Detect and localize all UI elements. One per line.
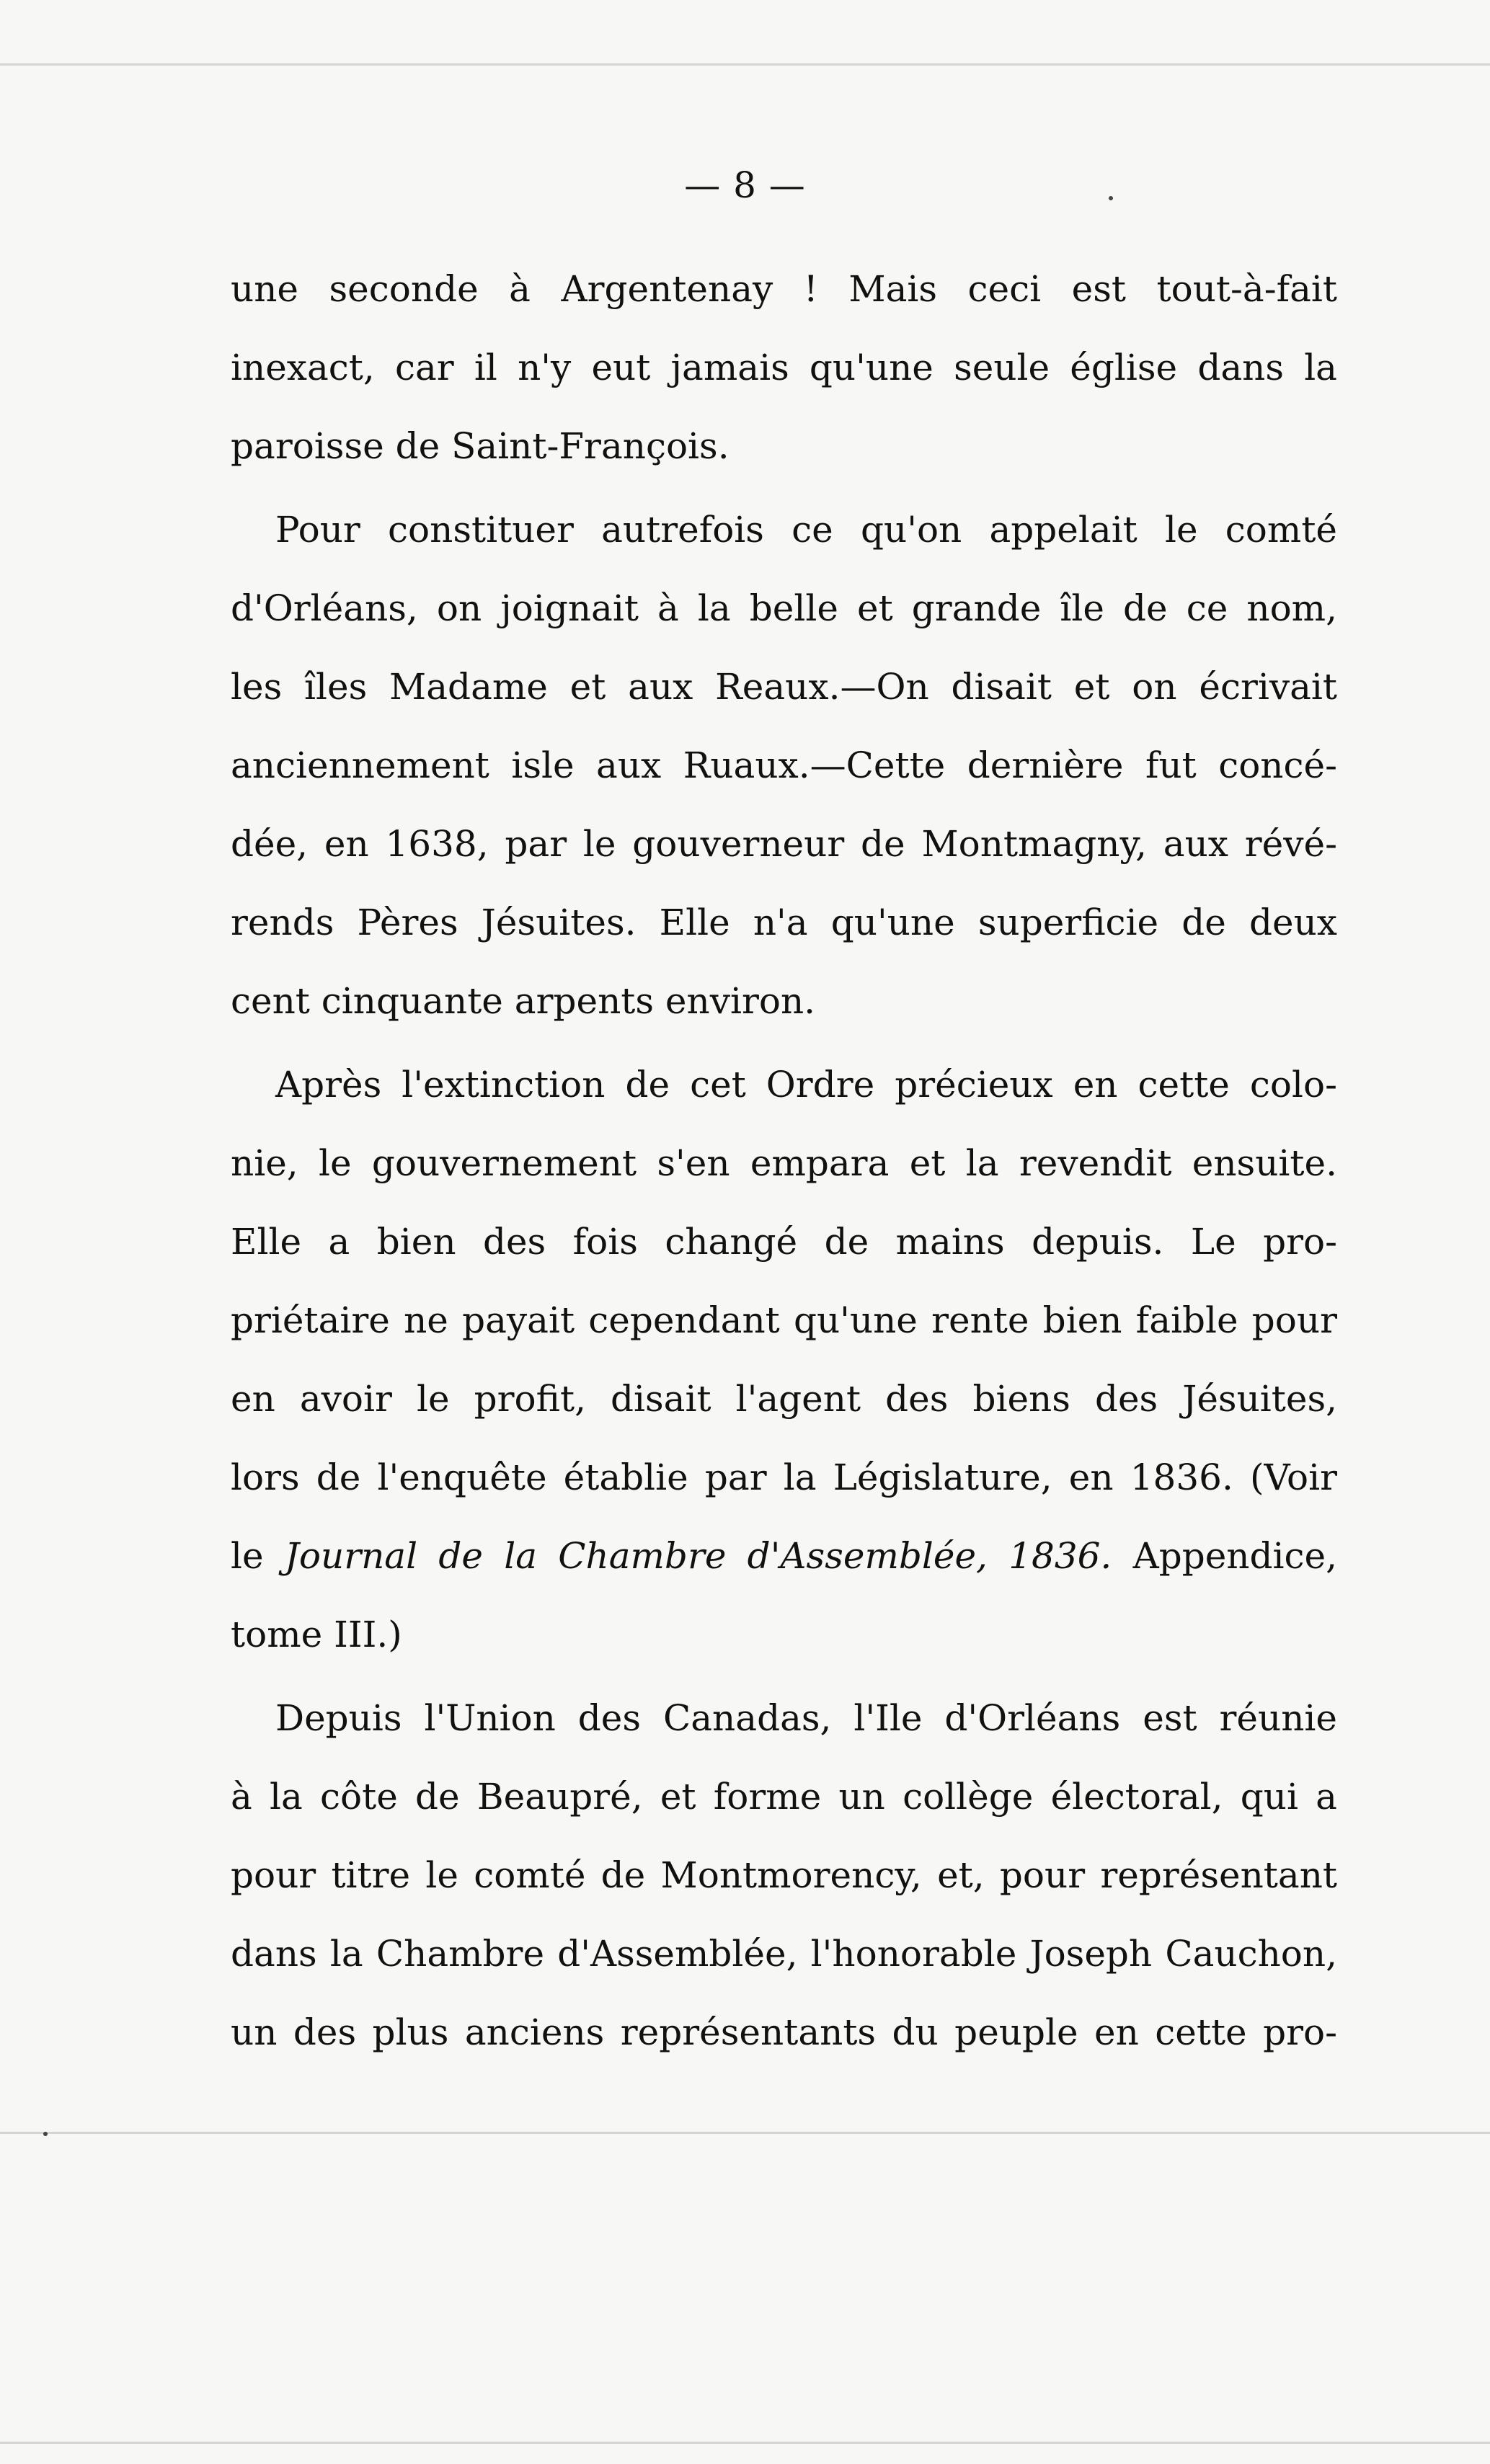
- text-line: pour titre le comté de Montmorency, et, pour représentant: [231, 1854, 1337, 1896]
- text-line: Depuis l'Union des Canadas, l'Ile d'Orléans est réunie: [275, 1697, 1337, 1739]
- text-line: à la côte de Beaupré, et forme un collège électoral, qui a: [231, 1776, 1337, 1818]
- text-line: tome III.): [231, 1614, 402, 1655]
- page-number: — 8 —: [684, 164, 806, 206]
- body-text: [231, 263, 1337, 2085]
- text-fragment: le: [231, 1535, 285, 1577]
- text-line: Pour constituer autrefois ce qu'on appelait le comté: [275, 509, 1337, 551]
- scan-speck: [43, 2132, 48, 2136]
- text-line: d'Orléans, on joignait à la belle et grande île de ce nom,: [231, 587, 1337, 629]
- text-line: une seconde à Argentenay ! Mais ceci est tout-à-fait: [231, 268, 1337, 310]
- text-line: en avoir le profit, disait l'agent des biens des Jésuites,: [231, 1378, 1337, 1420]
- text-line: anciennement isle aux Ruaux.—Cette dernière fut concé-: [231, 744, 1337, 786]
- journal-citation: Journal de la Chambre d'Assemblée, 1836.: [284, 1535, 1112, 1577]
- text-line: paroisse de Saint-François.: [231, 425, 730, 467]
- scan-line-bottom: [0, 2132, 1490, 2134]
- text-line: lors de l'enquête établie par la Législature, en 1836. (Voir: [231, 1456, 1337, 1498]
- text-fragment: Appendice,: [1112, 1535, 1337, 1577]
- text-line: les îles Madame et aux Reaux.—On disait et on écrivait: [231, 666, 1337, 708]
- text-line: nie, le gouvernement s'en empara et la revendit ensuite.: [231, 1142, 1337, 1184]
- text-line: Elle a bien des fois changé de mains depuis. Le pro-: [231, 1221, 1337, 1263]
- text-line: dans la Chambre d'Assemblée, l'honorable Joseph Cauchon,: [231, 1933, 1337, 1975]
- text-line: cent cinquante arpents environ.: [231, 980, 816, 1022]
- scan-line-footer: [0, 2442, 1490, 2444]
- text-line: un des plus anciens représentants du peuple en cette pro-: [231, 2011, 1337, 2053]
- text-line: priétaire ne payait cependant qu'une rente bien faible pour: [231, 1299, 1337, 1341]
- text-line: dée, en 1638, par le gouverneur de Montmagny, aux révé-: [231, 823, 1337, 865]
- scan-line-top: [0, 63, 1490, 66]
- text-line-with-italic: [231, 1530, 1337, 1609]
- text-line: Après l'extinction de cet Ordre précieux en cette colo-: [275, 1064, 1337, 1106]
- text-line: rends Pères Jésuites. Elle n'a qu'une superficie de deux: [231, 902, 1337, 943]
- text-line: inexact, car il n'y eut jamais qu'une seule église dans la: [231, 347, 1337, 388]
